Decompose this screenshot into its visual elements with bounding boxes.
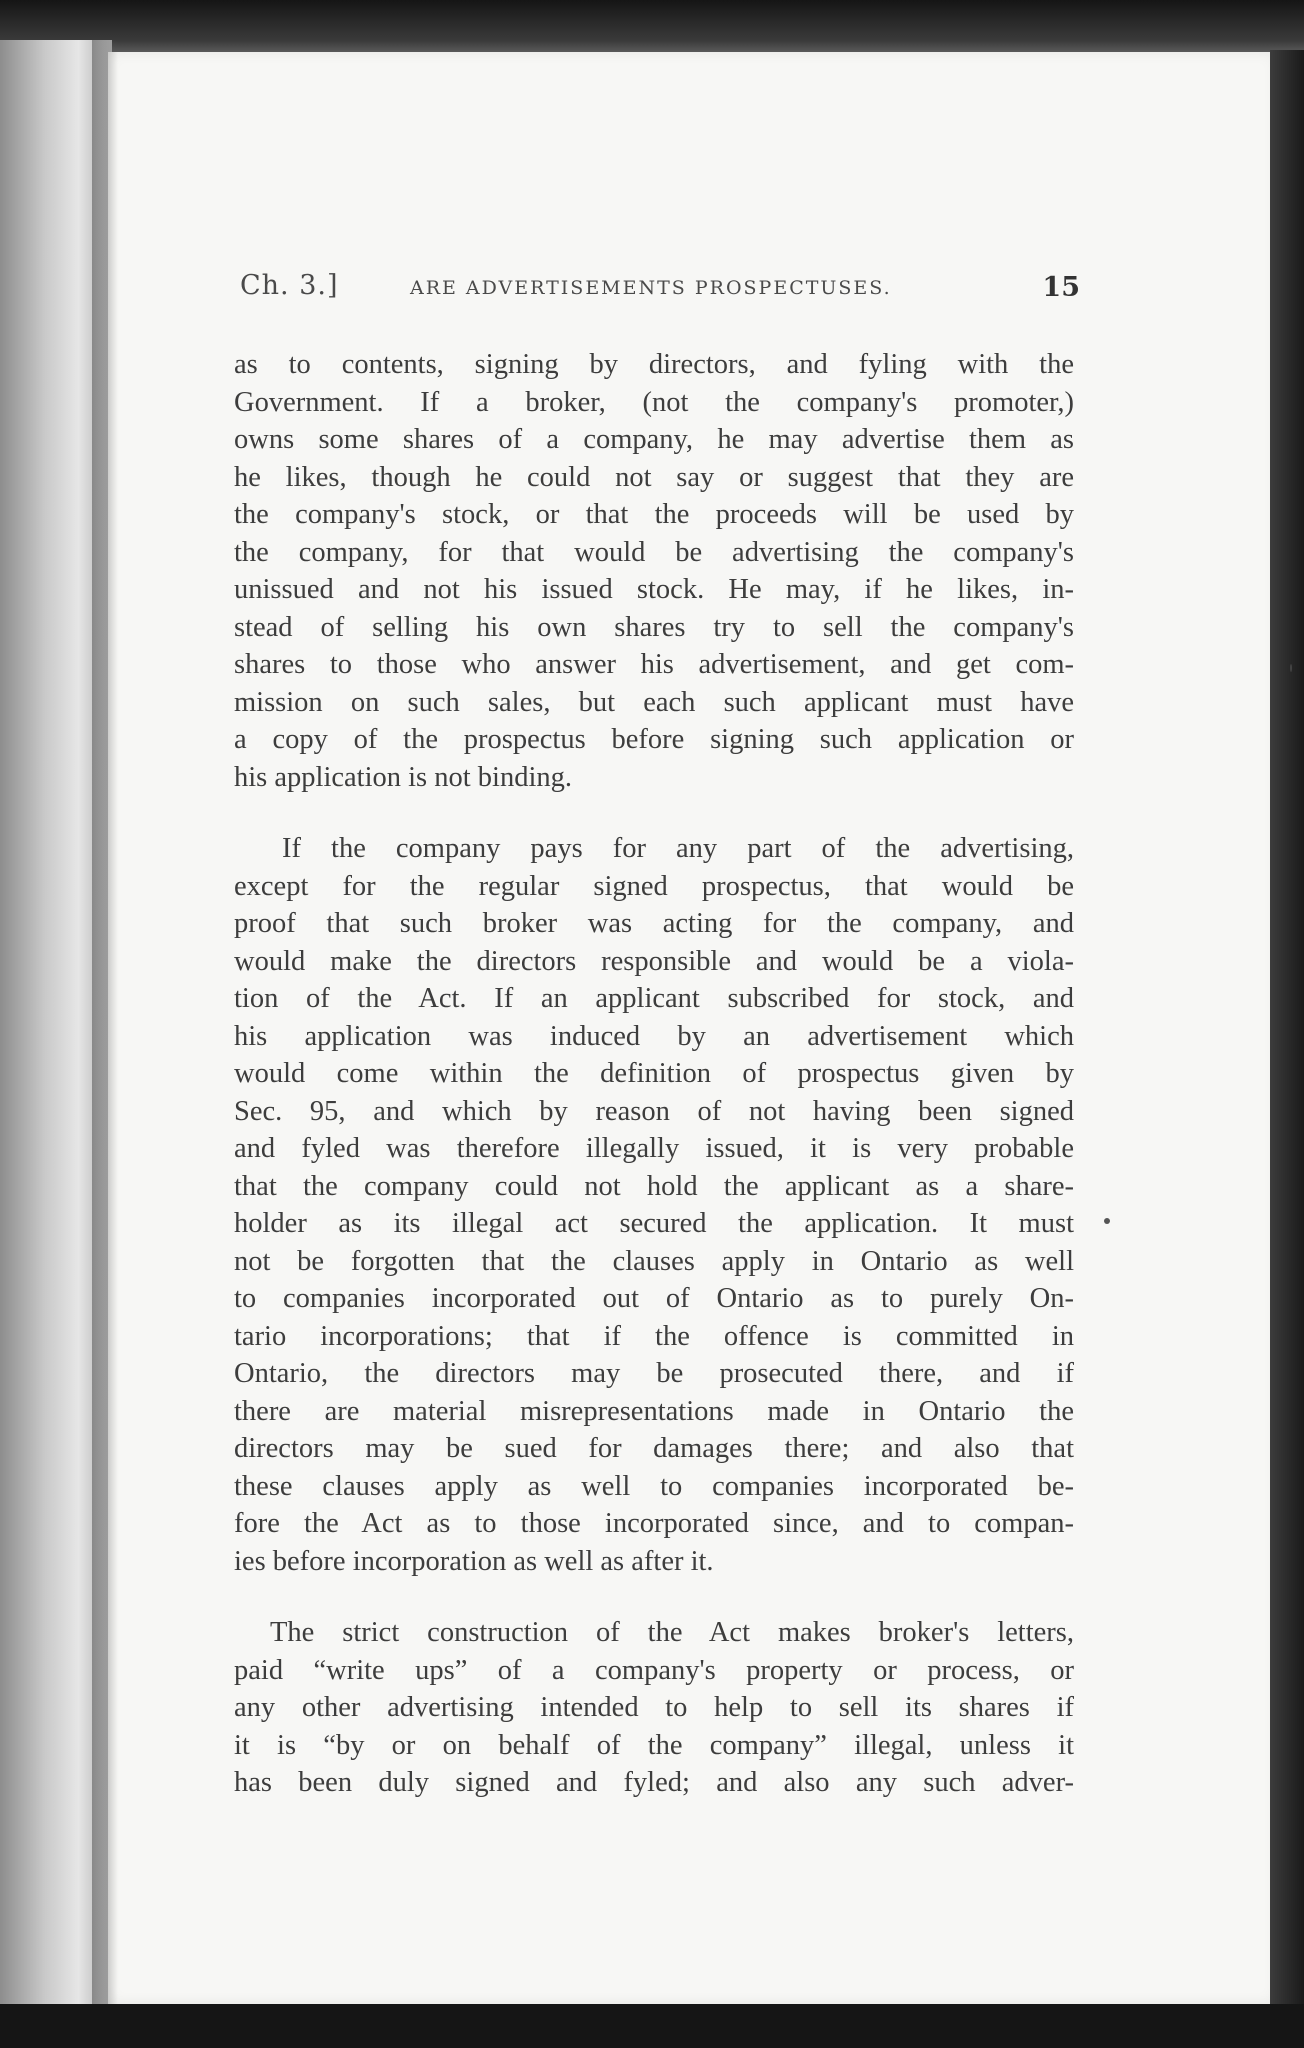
text-line: that the company could not hold the applicant as a share-: [234, 1170, 1074, 1202]
gutter-shadow: [92, 40, 118, 2008]
running-title: ARE ADVERTISEMENTS PROSPECTUSES.: [410, 277, 892, 299]
text-line: ies before incorporation as well as after it.: [234, 1545, 714, 1577]
text-line: to companies incorporated out of Ontario as to purely On-: [234, 1283, 1074, 1314]
text-line: mission on such sales, but each such applicant must have: [234, 686, 1074, 718]
text-line: has been duly signed and fyled; and also any such adver-: [234, 1767, 1074, 1798]
body-text: [234, 346, 1074, 1802]
scan-bottom-border: [0, 2004, 1304, 2048]
text-line: he likes, though he could not say or suggest that they are: [234, 461, 1074, 493]
text-line: would come within the definition of prospectus given by: [234, 1058, 1074, 1089]
text-line: paid “write ups” of a company's property or process, or: [234, 1654, 1074, 1686]
text-line: as to contents, signing by directors, and fyling with the: [234, 349, 1074, 380]
text-line: Government. If a broker, (not the company's promoter,): [234, 386, 1074, 418]
ink-speck: [1104, 1218, 1110, 1224]
text-line: except for the regular signed prospectus, that would be: [234, 870, 1074, 902]
text-line: Ontario, the directors may be prosecuted there, and if: [234, 1358, 1074, 1389]
text-line: these clauses apply as well to companies incorporated be-: [234, 1470, 1074, 1502]
text-line: and fyled was therefore illegally issued, it is very probable: [234, 1133, 1074, 1164]
text-line: shares to those who answer his advertisement, and get com-: [234, 649, 1074, 680]
page-number: 15: [1042, 272, 1080, 303]
text-line: holder as its illegal act secured the application. It must: [234, 1208, 1074, 1239]
text-line: his application is not binding.: [234, 761, 573, 793]
ink-speck: [1290, 664, 1292, 672]
text-line: would make the directors responsible and would be a viola-: [234, 945, 1074, 977]
text-line: If the company pays for any part of the advertising,: [282, 833, 1074, 864]
text-line: Sec. 95, and which by reason of not having been signed: [234, 1095, 1074, 1127]
chapter-reference: Ch. 3.]: [240, 270, 339, 301]
text-line: his application was induced by an advertisement which: [234, 1020, 1074, 1052]
text-line: The strict construction of the Act makes broker's letters,: [270, 1617, 1074, 1648]
paragraph-3: [234, 1614, 1074, 1802]
text-line: fore the Act as to those incorporated since, and to compan-: [234, 1508, 1074, 1539]
text-line: the company, for that would be advertising the company's: [234, 536, 1074, 568]
text-line: owns some shares of a company, he may advertise them as: [234, 424, 1074, 455]
text-line: it is “by or on behalf of the company” illegal, unless it: [234, 1729, 1074, 1761]
scan-right-border: [1270, 50, 1304, 2010]
text-line: unissued and not his issued stock. He may, if he likes, in-: [234, 574, 1074, 605]
running-header: [240, 270, 1080, 316]
text-line: not be forgotten that the clauses apply in Ontario as well: [234, 1245, 1074, 1277]
text-line: tario incorporations; that if the offence is committed in: [234, 1320, 1074, 1352]
text-line: tion of the Act. If an applicant subscribed for stock, and: [234, 983, 1074, 1014]
paragraph-2: [234, 830, 1074, 1580]
text-line: the company's stock, or that the proceeds will be used by: [234, 499, 1074, 530]
text-line: directors may be sued for damages there; and also that: [234, 1433, 1074, 1464]
text-line: stead of selling his own shares try to sell the company's: [234, 611, 1074, 643]
scan-top-border: [0, 0, 1304, 58]
text-line: there are material misrepresentations made in Ontario the: [234, 1395, 1074, 1427]
text-line: proof that such broker was acting for the company, and: [234, 908, 1074, 939]
text-line: any other advertising intended to help to sell its shares if: [234, 1692, 1074, 1723]
paragraph-1: [234, 346, 1074, 796]
text-line: a copy of the prospectus before signing such application or: [234, 724, 1074, 755]
